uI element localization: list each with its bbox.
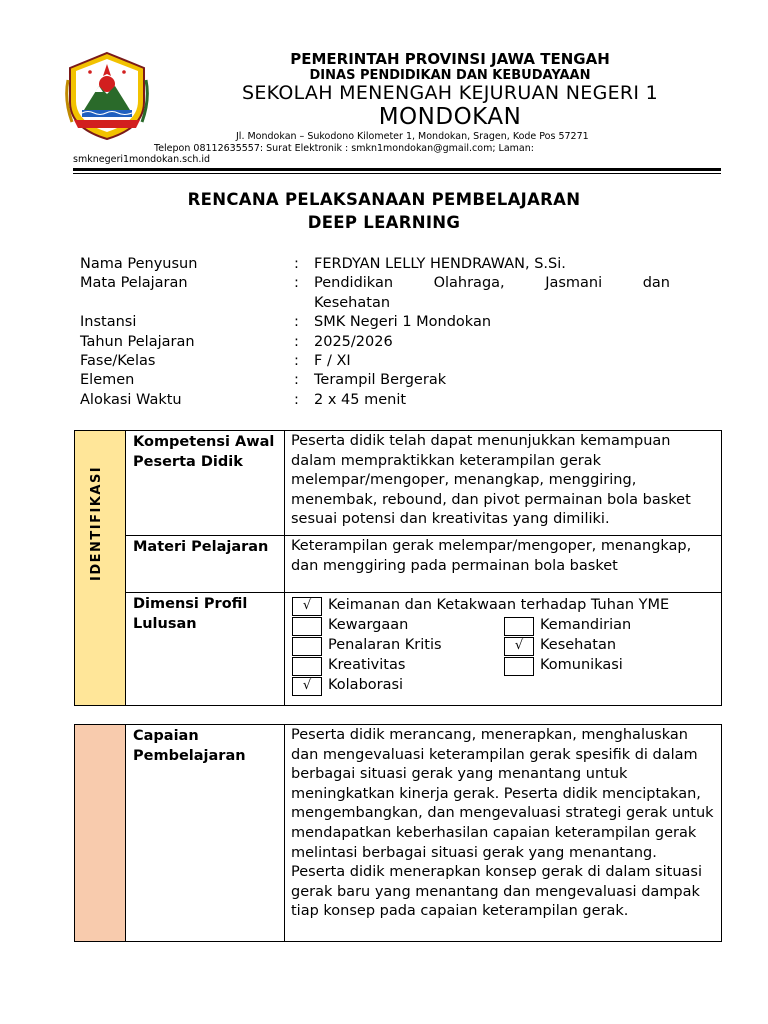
info-row <box>80 255 670 274</box>
header-rule-thick <box>73 168 721 171</box>
checkbox-kemandirian[interactable] <box>504 617 534 636</box>
info-value: F / XI <box>314 352 351 369</box>
province-heading: PEMERINTAH PROVINSI JAWA TENGAH <box>290 50 610 68</box>
table-row <box>75 431 722 536</box>
info-value <box>314 274 670 313</box>
info-value-word: Olahraga, <box>433 275 505 292</box>
row-value: Keterampilan gerak melempar/mengoper, menangkap, dan menggiring pada permainan bola basket <box>285 536 722 593</box>
info-value-word: Pendidikan <box>314 275 394 292</box>
info-value: SMK Negeri 1 Mondokan <box>314 314 492 331</box>
info-colon: : <box>294 391 299 408</box>
table-row <box>75 725 722 942</box>
row-value: Peserta didik merancang, menerapkan, menghaluskan dan mengevaluasi keterampilan gerak spesifik di dalam berbagai situasi gerak yang menantang untuk meningkatkan kinerja gerak. Peserta didik menciptakan, mengembangkan, dan mengevaluasi strategi gerak untuk mendapatkan keberhasilan capaian keterampilan gerak melintasi berbagai situasi gerak yang menantang. Peserta didik menerapkan konsep gerak di dalam situasi gerak baru yang menantang dan mengevaluasi dampak tiap konsep pada capaian keterampilan gerak. <box>285 725 722 942</box>
document-subtitle: DEEP LEARNING <box>307 213 461 232</box>
checkbox-label: Kemandirian <box>540 617 632 633</box>
checkbox-label: Komunikasi <box>540 657 623 673</box>
info-label: Fase/Kelas <box>80 352 156 369</box>
school-heading: SEKOLAH MENENGAH KEJURUAN NEGERI 1 <box>241 82 659 104</box>
info-value: 2 x 45 menit <box>314 391 407 408</box>
info-colon: : <box>294 314 299 331</box>
town-heading: MONDOKAN <box>378 104 522 130</box>
checkbox-penalaran-kritis[interactable] <box>292 637 322 656</box>
checkbox-label: Kewargaan <box>328 617 409 633</box>
row-value: Peserta didik telah dapat menunjukkan kemampuan dalam mempraktikkan keterampilan gerak melempar/mengoper, menangkap, menggiring, menembak, rebound, dan pivot permainan bola basket sesuai potensi dan kreativitas yang dimiliki. <box>285 431 722 536</box>
address-line: Jl. Mondokan – Sukodono Kilometer 1, Mondokan, Sragen, Kode Pos 57271 <box>236 131 589 142</box>
dimensi-checklist <box>291 594 715 694</box>
info-row <box>80 391 670 410</box>
info-row <box>80 352 670 371</box>
identifikasi-label: IDENTIFIKASI <box>89 465 104 581</box>
identifikasi-table <box>74 430 722 706</box>
checkbox-kolaborasi[interactable] <box>292 677 322 696</box>
checkbox-label: Kolaborasi <box>328 677 404 693</box>
website-line: smknegeri1mondokan.sch.id <box>73 154 211 165</box>
info-label: Alokasi Waktu <box>80 391 182 408</box>
info-row <box>80 333 670 352</box>
info-block <box>80 255 670 410</box>
checkbox-kewargaan[interactable] <box>292 617 322 636</box>
checkbox-komunikasi[interactable] <box>504 657 534 676</box>
info-row <box>80 313 670 332</box>
info-value-word: dan <box>642 275 670 292</box>
checkbox-kreativitas[interactable] <box>292 657 322 676</box>
info-colon: : <box>294 275 299 292</box>
info-value: 2025/2026 <box>314 333 393 350</box>
document-title: RENCANA PELAKSANAAN PEMBELAJARAN <box>187 190 581 209</box>
info-value-word: Jasmani <box>545 275 603 292</box>
dinas-heading: DINAS PENDIDIKAN DAN KEBUDAYAAN <box>309 68 591 83</box>
checkbox-kesehatan[interactable] <box>504 637 534 656</box>
info-row <box>80 371 670 390</box>
info-colon: : <box>294 256 299 272</box>
check-mark-icon: √ <box>514 638 524 653</box>
capaian-table <box>74 724 722 942</box>
info-label: Tahun Pelajaran <box>80 333 195 350</box>
row-label: Kompetensi Awal Peserta Didik <box>126 431 285 536</box>
letterhead <box>0 0 768 180</box>
info-colon: : <box>294 333 299 350</box>
table-row <box>75 536 722 593</box>
checkbox-label: Kesehatan <box>540 637 617 653</box>
info-label: Nama Penyusun <box>80 256 198 272</box>
dimensi-cell <box>285 593 722 706</box>
check-mark-icon: √ <box>302 678 312 693</box>
capaian-side-cell <box>75 725 126 942</box>
checkbox-label: Kreativitas <box>328 657 406 673</box>
identifikasi-side-cell <box>75 431 126 706</box>
info-label: Elemen <box>80 372 135 389</box>
info-colon: : <box>294 372 299 389</box>
checkbox-keimanan[interactable] <box>292 597 322 616</box>
info-value-line2: Kesehatan <box>314 294 391 311</box>
row-label: Dimensi Profil Lulusan <box>126 593 285 706</box>
info-value: FERDYAN LELLY HENDRAWAN, S.Si. <box>314 256 566 272</box>
table-row <box>75 593 722 706</box>
info-row <box>80 274 670 313</box>
header-rule-thin <box>73 173 721 174</box>
jawa-tengah-crest-icon <box>64 50 150 142</box>
info-colon: : <box>294 352 299 369</box>
info-label: Mata Pelajaran <box>80 275 188 292</box>
checkbox-label: Penalaran Kritis <box>328 637 442 653</box>
check-mark-icon: √ <box>302 598 312 613</box>
info-value: Terampil Bergerak <box>314 372 447 389</box>
contact-line: Telepon 08112635557: Surat Elektronik : smkn1mondokan@gmail.com; Laman: <box>154 143 534 154</box>
row-label: Materi Pelajaran <box>126 536 285 593</box>
row-label: Capaian Pembelajaran <box>126 725 285 942</box>
info-label: Instansi <box>80 314 137 331</box>
checkbox-label: Keimanan dan Ketakwaan terhadap Tuhan YME <box>328 597 670 613</box>
